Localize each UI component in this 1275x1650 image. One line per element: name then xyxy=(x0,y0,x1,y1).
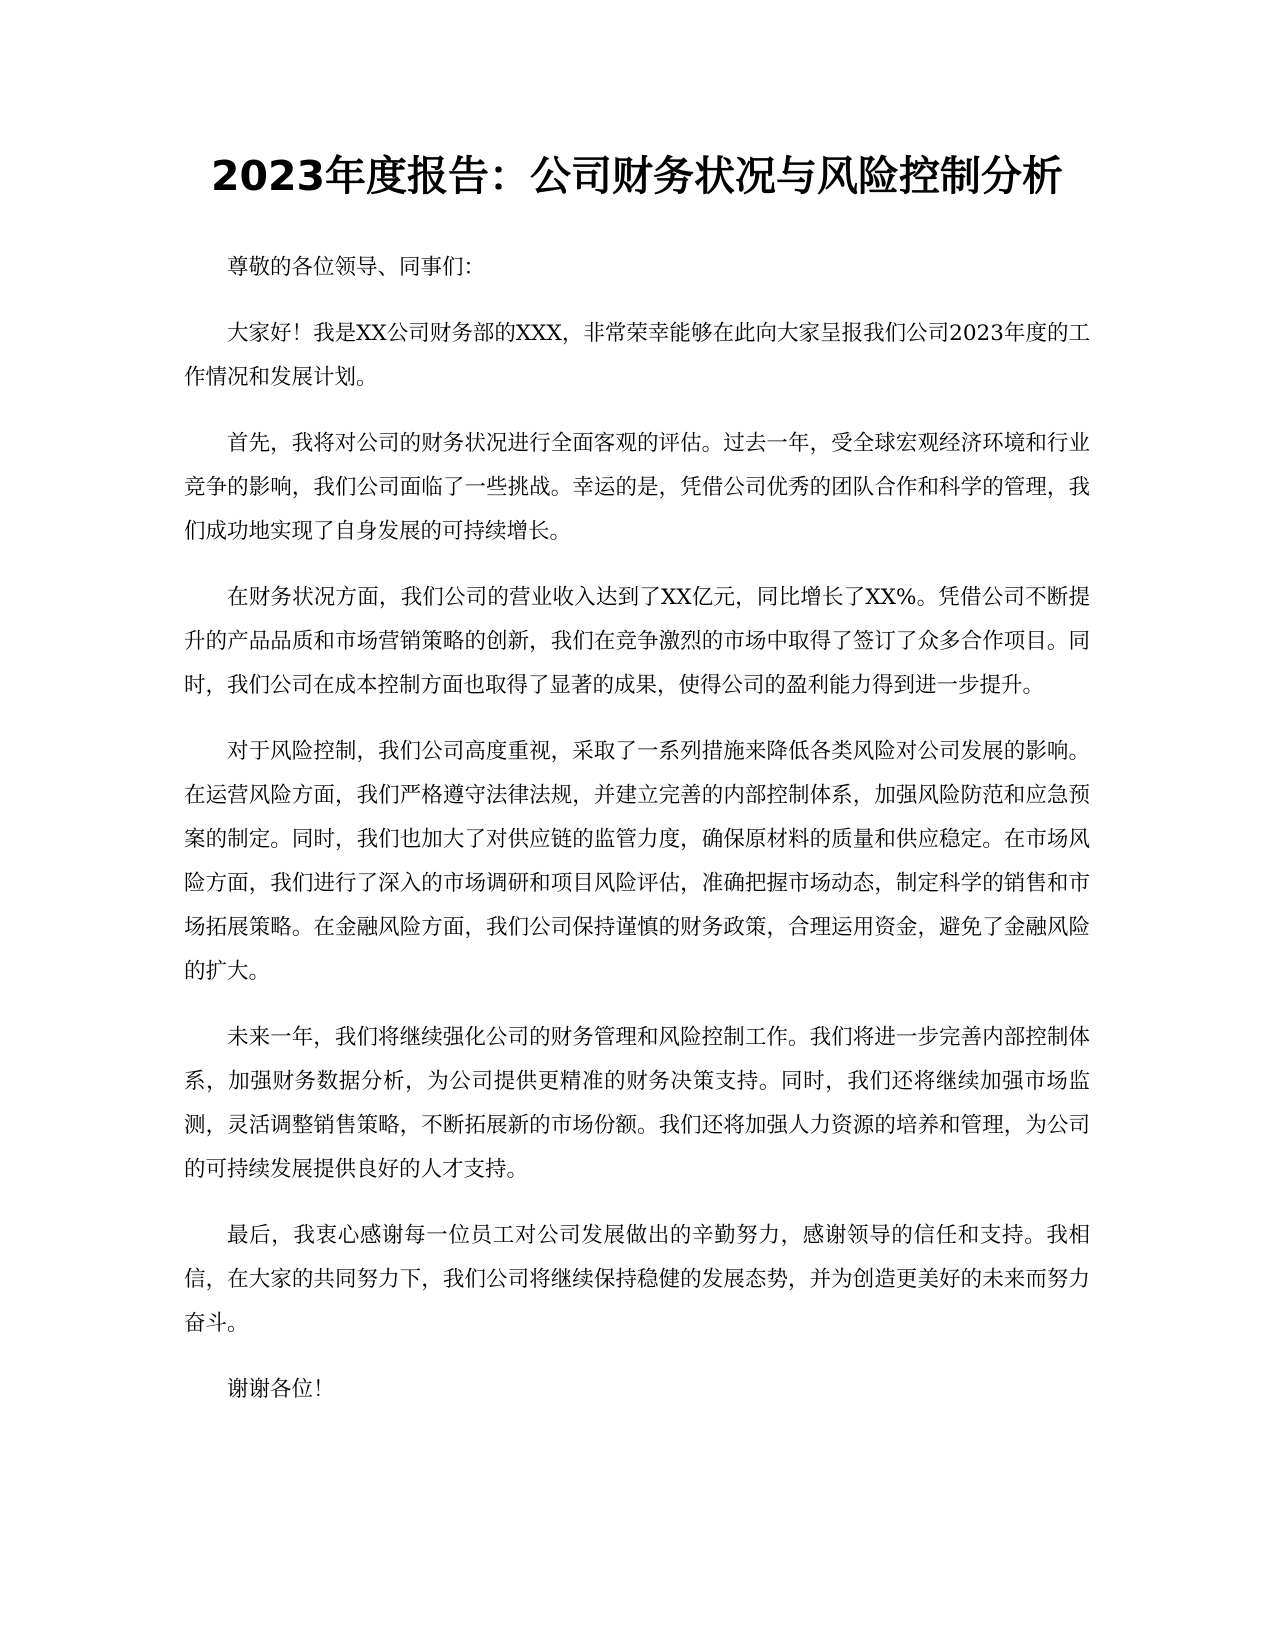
paragraph-thanks: 最后，我衷心感谢每一位员工对公司发展做出的辛勤努力，感谢领导的信任和支持。我相信，在大家的共同努力下，我们公司将继续保持稳健的发展态势，并为创造更美好的未来而努力奋斗。 xyxy=(184,1223,1090,1336)
paragraph-financial-assessment: 首先，我将对公司的财务状况进行全面客观的评估。过去一年，受全球宏观经济环境和行业竞争的影响，我们公司面临了一些挑战。幸运的是，凭借公司优秀的团队合作和科学的管理，我们成功地实现了自身发展的可持续增长。 xyxy=(184,431,1090,544)
document-title: 2023年度报告：公司财务状况与风险控制分析 xyxy=(210,152,1064,200)
paragraph-salutation: 尊敬的各位领导、同事们： xyxy=(227,255,486,280)
paragraph-closing: 谢谢各位！ xyxy=(227,1377,335,1402)
paragraph-introduction: 大家好！我是XX公司财务部的XXX，非常荣幸能够在此向大家呈报我们公司2023年度的工作情况和发展计划。 xyxy=(184,321,1090,390)
paragraph-financial-status: 在财务状况方面，我们公司的营业收入达到了XX亿元，同比增长了XX%。凭借公司不断提升的产品品质和市场营销策略的创新，我们在竞争激烈的市场中取得了签订了众多合作项目。同时，我们公司在成本控制方面也取得了显著的成果，使得公司的盈利能力得到进一步提升。 xyxy=(184,585,1090,698)
paragraph-future-plan: 未来一年，我们将继续强化公司的财务管理和风险控制工作。我们将进一步完善内部控制体系，加强财务数据分析，为公司提供更精准的财务决策支持。同时，我们还将继续加强市场监测，灵活调整销售策略，不断拓展新的市场份额。我们还将加强人力资源的培养和管理，为公司的可持续发展提供良好的人才支持。 xyxy=(184,1025,1090,1182)
paragraph-risk-control: 对于风险控制，我们公司高度重视，采取了一系列措施来降低各类风险对公司发展的影响。在运营风险方面，我们严格遵守法律法规，并建立完善的内部控制体系，加强风险防范和应急预案的制定。同时，我们也加大了对供应链的监管力度，确保原材料的质量和供应稳定。在市场风险方面，我们进行了深入的市场调研和项目风险评估，准确把握市场动态，制定科学的销售和市场拓展策略。在金融风险方面，我们公司保持谨慎的财务政策，合理运用资金，避免了金融风险的扩大。 xyxy=(184,739,1090,984)
document-page xyxy=(184,140,1090,1434)
